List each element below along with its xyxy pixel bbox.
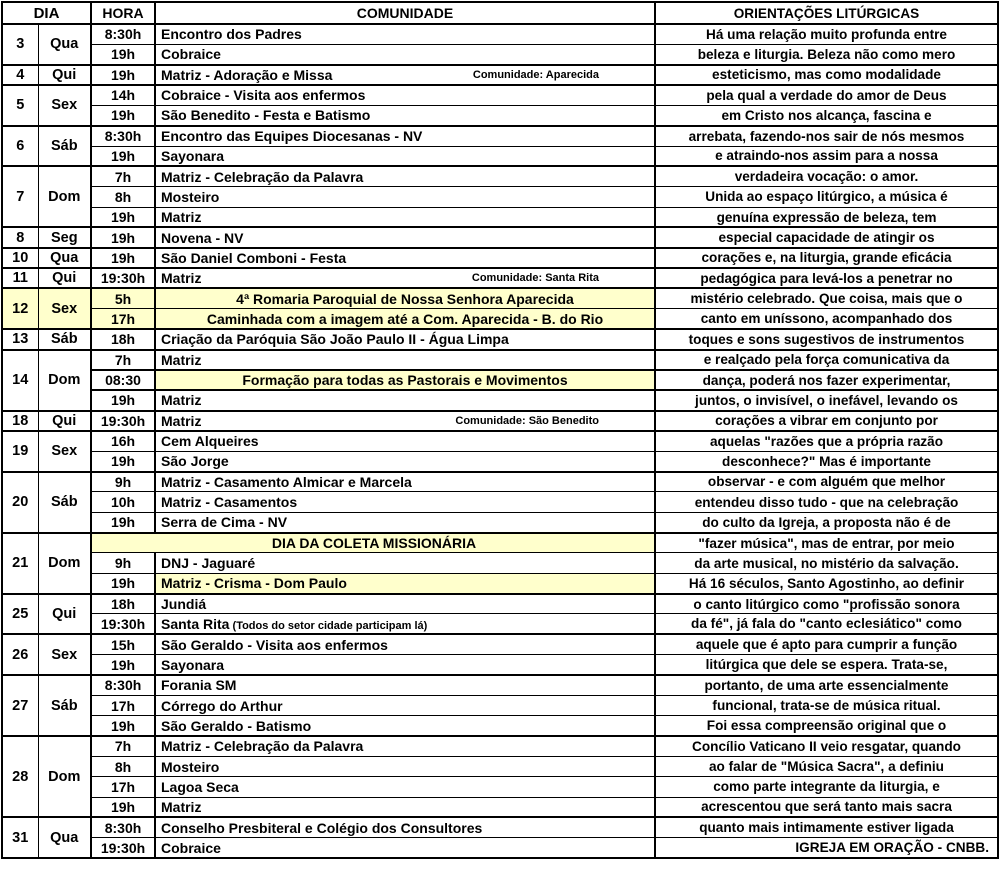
schedule-row	[2, 716, 998, 736]
time-cell: 19h	[91, 227, 155, 247]
time-cell: 19h	[91, 65, 155, 85]
time-cell: 15h	[91, 634, 155, 654]
orientation-cell: Foi essa compreensão original que o	[655, 716, 998, 736]
schedule-row	[2, 44, 998, 64]
community-label: Cobraice	[161, 46, 221, 63]
orientation-cell: em Cristo nos alcança, fascina e	[655, 105, 998, 125]
community-label: Serra de Cima - NV	[161, 514, 288, 531]
orientation-cell: observar - e com alguém que melhor	[655, 472, 998, 492]
day-number-cell: 3	[2, 24, 38, 65]
time-cell: 7h	[91, 736, 155, 756]
community-label: Córrego do Arthur	[161, 697, 283, 714]
schedule-row	[2, 65, 998, 85]
community-cell	[155, 44, 655, 64]
orientation-cell: da arte musical, no mistério da salvação.	[655, 553, 998, 573]
community-cell	[155, 716, 655, 736]
day-number-cell: 27	[2, 675, 38, 736]
community-label: Cobraice	[161, 839, 221, 856]
schedule-row	[2, 634, 998, 654]
orientation-cell: toques e sons sugestivos de instrumentos	[655, 329, 998, 349]
orientation-cell: mistério celebrado. Que coisa, mais que o	[655, 288, 998, 308]
community-cell	[155, 227, 655, 247]
orientation-cell: pedagógica para levá-los a penetrar no	[655, 268, 998, 288]
community-cell	[155, 207, 655, 227]
time-cell: 19:30h	[91, 268, 155, 288]
community-cell	[155, 390, 655, 410]
day-number-cell: 31	[2, 817, 38, 858]
time-cell: 19h	[91, 390, 155, 410]
community-cell	[155, 309, 655, 329]
orientation-cell: Há uma relação muito profunda entre	[655, 24, 998, 44]
weekday-cell: Qui	[38, 65, 91, 85]
schedule-row	[2, 207, 998, 227]
orientation-cell: ao falar de "Música Sacra", a definiu	[655, 756, 998, 776]
community-label: Matriz - Adoração e Missa	[161, 66, 333, 83]
weekday-cell: Sáb	[38, 126, 91, 167]
schedule-row	[2, 288, 998, 308]
time-cell: 19:30h	[91, 614, 155, 634]
weekday-cell: Sáb	[38, 329, 91, 349]
time-cell: 8h	[91, 756, 155, 776]
day-number-cell: 26	[2, 634, 38, 675]
community-cell	[155, 268, 655, 288]
orientation-cell: portanto, de uma arte essencialmente	[655, 675, 998, 695]
schedule-row	[2, 146, 998, 166]
schedule-row	[2, 350, 998, 370]
orientation-cell: como parte integrante da liturgia, e	[655, 777, 998, 797]
schedule-row	[2, 512, 998, 532]
weekday-cell: Seg	[38, 227, 91, 247]
community-cell	[155, 472, 655, 492]
header-hora: HORA	[91, 2, 155, 24]
orientation-cell: quanto mais intimamente estiver ligada	[655, 817, 998, 837]
schedule-row	[2, 797, 998, 817]
schedule-row	[2, 105, 998, 125]
orientation-cell: acrescentou que será tanto mais sacra	[655, 797, 998, 817]
schedule-row	[2, 817, 998, 837]
day-number-cell: 25	[2, 594, 38, 635]
community-label: Sayonara	[161, 147, 225, 164]
community-label: Matriz - Crisma - Dom Paulo	[161, 575, 347, 592]
community-cell	[155, 411, 655, 431]
time-cell: 8h	[91, 187, 155, 207]
time-cell: 19h	[91, 44, 155, 64]
weekday-cell: Qui	[38, 594, 91, 635]
schedule-row	[2, 24, 998, 44]
orientation-cell: entendeu disso tudo - que na celebração	[655, 492, 998, 512]
community-label: Lagoa Seca	[161, 778, 239, 795]
community-cell	[155, 126, 655, 146]
community-label: Formação para todas as Pastorais e Movimentos	[242, 372, 568, 389]
schedule-row	[2, 573, 998, 593]
orientation-cell: "fazer música", mas de entrar, por meio	[655, 533, 998, 553]
community-cell	[155, 24, 655, 44]
time-cell: 19:30h	[91, 411, 155, 431]
community-label: Cobraice - Visita aos enfermos	[161, 87, 366, 104]
community-note-label: Comunidade: Aparecida	[472, 68, 599, 81]
orientation-cell: litúrgica que dele se espera. Trata-se,	[655, 655, 998, 675]
header-comunidade: COMUNIDADE	[155, 2, 655, 24]
community-note-label: Comunidade: Santa Rita	[471, 272, 599, 285]
community-cell	[155, 451, 655, 471]
time-cell: 19h	[91, 797, 155, 817]
weekday-cell: Sex	[38, 288, 91, 329]
community-label: São Jorge	[161, 453, 229, 470]
community-cell	[155, 65, 655, 85]
orientation-cell: arrebata, fazendo-nos sair de nós mesmos	[655, 126, 998, 146]
day-number-cell: 10	[2, 248, 38, 268]
community-label: Caminhada com a imagem até a Com. Aparecida - B. do Rio	[206, 310, 604, 327]
community-cell	[155, 675, 655, 695]
time-cell: 17h	[91, 309, 155, 329]
community-cell	[155, 431, 655, 451]
community-cell	[155, 146, 655, 166]
orientation-cell: aquele que é apto para cumprir a função	[655, 634, 998, 654]
community-cell	[155, 85, 655, 105]
community-label: Matriz	[161, 209, 202, 226]
day-number-cell: 11	[2, 268, 38, 288]
community-span-cell: DIA DA COLETA MISSIONÁRIA	[91, 533, 655, 553]
community-cell	[155, 797, 655, 817]
orientation-cell: desconhece?" Mas é importante	[655, 451, 998, 471]
schedule-row	[2, 390, 998, 410]
community-cell	[155, 777, 655, 797]
time-cell: 19h	[91, 146, 155, 166]
community-label: Matriz	[161, 270, 202, 287]
schedule-row	[2, 695, 998, 715]
time-cell: 19h	[91, 248, 155, 268]
community-label: Mosteiro	[161, 188, 220, 205]
community-label: Matriz - Casamentos	[161, 494, 298, 511]
day-number-cell: 7	[2, 166, 38, 227]
day-number-cell: 21	[2, 533, 38, 594]
schedule-row	[2, 472, 998, 492]
schedule-row	[2, 248, 998, 268]
day-number-cell: 6	[2, 126, 38, 167]
community-label: Matriz - Celebração da Palavra	[161, 168, 364, 185]
community-label: Matriz	[161, 392, 202, 409]
community-cell	[155, 288, 655, 308]
community-cell	[155, 573, 655, 593]
schedule-row	[2, 777, 998, 797]
orientation-cell: juntos, o invisível, o inefável, levando os	[655, 390, 998, 410]
orientation-cell: e realçado pela força comunicativa da	[655, 350, 998, 370]
orientation-cell: especial capacidade de atingir os	[655, 227, 998, 247]
schedule-row	[2, 533, 998, 553]
community-cell	[155, 512, 655, 532]
schedule-row	[2, 675, 998, 695]
orientation-cell: Há 16 séculos, Santo Agostinho, ao definir	[655, 573, 998, 593]
time-cell: 17h	[91, 777, 155, 797]
weekday-cell: Dom	[38, 736, 91, 817]
weekday-cell: Dom	[38, 350, 91, 411]
schedule-row	[2, 268, 998, 288]
community-cell	[155, 838, 655, 858]
orientation-cell: pela qual a verdade do amor de Deus	[655, 85, 998, 105]
time-cell: 19h	[91, 573, 155, 593]
community-label: Matriz - Casamento Almicar e Marcela	[161, 473, 412, 490]
orientation-cell: Unida ao espaço litúrgico, a música é	[655, 187, 998, 207]
time-cell: 9h	[91, 553, 155, 573]
community-cell	[155, 817, 655, 837]
orientation-cell: aquelas "razões que a própria razão	[655, 431, 998, 451]
schedule-row	[2, 411, 998, 431]
time-cell: 5h	[91, 288, 155, 308]
orientation-cell: verdadeira vocação: o amor.	[655, 166, 998, 186]
community-label: São Benedito - Festa e Batismo	[161, 107, 371, 124]
community-label: Matriz	[161, 798, 202, 815]
day-number-cell: 20	[2, 472, 38, 533]
orientation-cell: funcional, trata-se de música ritual.	[655, 695, 998, 715]
community-label: São Geraldo - Visita aos enfermos	[161, 636, 388, 653]
community-cell	[155, 736, 655, 756]
schedule-row	[2, 614, 998, 634]
community-label: DNJ - Jaguaré	[161, 555, 256, 572]
community-label: Cem Alqueires	[161, 433, 259, 450]
community-cell	[155, 614, 655, 634]
orientation-cell: dança, poderá nos fazer experimentar,	[655, 370, 998, 390]
community-label: Matriz	[161, 412, 202, 429]
time-cell: 19h	[91, 512, 155, 532]
weekday-cell: Sex	[38, 431, 91, 472]
community-label: Sayonara	[161, 656, 225, 673]
orientation-cell: beleza e liturgia. Beleza não como mero	[655, 44, 998, 64]
time-cell: 19h	[91, 655, 155, 675]
community-label: Criação da Paróquia São João Paulo II - Água Limpa	[161, 331, 509, 348]
day-number-cell: 13	[2, 329, 38, 349]
day-number-cell: 19	[2, 431, 38, 472]
time-cell: 19h	[91, 451, 155, 471]
weekday-cell: Qua	[38, 248, 91, 268]
time-cell: 8:30h	[91, 24, 155, 44]
community-cell	[155, 553, 655, 573]
community-label: Mosteiro	[161, 758, 220, 775]
weekday-cell: Sáb	[38, 675, 91, 736]
schedule-row	[2, 85, 998, 105]
community-label: Matriz - Celebração da Palavra	[161, 738, 364, 755]
orientation-cell: e atraindo-nos assim para a nossa	[655, 146, 998, 166]
day-number-cell: 4	[2, 65, 38, 85]
day-number-cell: 8	[2, 227, 38, 247]
community-cell	[155, 756, 655, 776]
schedule-row	[2, 187, 998, 207]
orientation-cell: esteticismo, mas como modalidade	[655, 65, 998, 85]
liturgical-schedule-table	[1, 1, 999, 859]
community-cell	[155, 248, 655, 268]
weekday-cell: Qui	[38, 268, 91, 288]
community-label: 4ª Romaria Paroquial de Nossa Senhora Aparecida	[236, 290, 574, 307]
community-label: São Daniel Comboni - Festa	[161, 249, 347, 266]
day-number-cell: 14	[2, 350, 38, 411]
community-label: Encontro dos Padres	[161, 26, 302, 43]
orientation-cell: o canto litúrgico como "profissão sonora	[655, 594, 998, 614]
community-cell	[155, 634, 655, 654]
weekday-cell: Qua	[38, 817, 91, 858]
time-cell: 14h	[91, 85, 155, 105]
schedule-row	[2, 309, 998, 329]
orientation-cell: IGREJA EM ORAÇÃO - CNBB.	[655, 838, 998, 858]
community-label: Jundiá	[161, 596, 207, 613]
weekday-cell: Sex	[38, 85, 91, 126]
day-number-cell: 12	[2, 288, 38, 329]
weekday-cell: Sex	[38, 634, 91, 675]
schedule-row	[2, 329, 998, 349]
schedule-row	[2, 370, 998, 390]
community-label: São Geraldo - Batismo	[161, 717, 312, 734]
time-cell: 19h	[91, 716, 155, 736]
orientation-cell: corações a vibrar em conjunto por	[655, 411, 998, 431]
schedule-row	[2, 126, 998, 146]
time-cell: 19:30h	[91, 838, 155, 858]
time-cell: 7h	[91, 350, 155, 370]
weekday-cell: Sáb	[38, 472, 91, 533]
community-cell	[155, 350, 655, 370]
schedule-row	[2, 553, 998, 573]
community-cell	[155, 695, 655, 715]
community-label: Santa Rita	[161, 615, 230, 632]
community-cell	[155, 370, 655, 390]
time-cell: 8:30h	[91, 675, 155, 695]
community-label: Forania SM	[161, 677, 237, 694]
header-row	[2, 2, 998, 24]
time-cell: 18h	[91, 329, 155, 349]
schedule-row	[2, 736, 998, 756]
schedule-row	[2, 227, 998, 247]
time-cell: 7h	[91, 166, 155, 186]
time-cell: 8:30h	[91, 817, 155, 837]
header-dia: DIA	[2, 2, 91, 24]
community-cell	[155, 594, 655, 614]
time-cell: 17h	[91, 695, 155, 715]
schedule-row	[2, 655, 998, 675]
orientation-cell: corações e, na liturgia, grande eficácia	[655, 248, 998, 268]
weekday-cell: Dom	[38, 166, 91, 227]
time-cell: 8:30h	[91, 126, 155, 146]
schedule-row	[2, 492, 998, 512]
schedule-row	[2, 166, 998, 186]
time-cell: 19h	[91, 207, 155, 227]
schedule-row	[2, 431, 998, 451]
community-label: Novena - NV	[161, 229, 244, 246]
orientation-cell: canto em uníssono, acompanhado dos	[655, 309, 998, 329]
orientation-cell: da fé", já fala do "canto eclesiático" como	[655, 614, 998, 634]
community-cell	[155, 166, 655, 186]
community-cell	[155, 105, 655, 125]
time-cell: 19h	[91, 105, 155, 125]
schedule-row	[2, 451, 998, 471]
day-number-cell: 28	[2, 736, 38, 817]
day-number-cell: 18	[2, 411, 38, 431]
community-small-label: (Todos do setor cidade participam lá)	[229, 619, 428, 632]
orientation-cell: do culto da Igreja, a proposta não é de	[655, 512, 998, 532]
schedule-row	[2, 594, 998, 614]
time-cell: 16h	[91, 431, 155, 451]
schedule-row	[2, 756, 998, 776]
community-label: Conselho Presbiteral e Colégio dos Consultores	[161, 819, 483, 836]
community-cell	[155, 187, 655, 207]
weekday-cell: Dom	[38, 533, 91, 594]
community-note-label: Comunidade: São Benedito	[455, 414, 599, 427]
community-cell	[155, 655, 655, 675]
community-cell	[155, 492, 655, 512]
time-cell: 9h	[91, 472, 155, 492]
day-number-cell: 5	[2, 85, 38, 126]
weekday-cell: Qui	[38, 411, 91, 431]
community-cell	[155, 329, 655, 349]
community-label: Matriz	[161, 351, 202, 368]
time-cell: 18h	[91, 594, 155, 614]
time-cell: 08:30	[91, 370, 155, 390]
community-label: Encontro das Equipes Diocesanas - NV	[161, 128, 423, 145]
orientation-cell: Concílio Vaticano II veio resgatar, quando	[655, 736, 998, 756]
weekday-cell: Qua	[38, 24, 91, 65]
header-orientacoes: ORIENTAÇÕES LITÚRGICAS	[655, 2, 998, 24]
time-cell: 10h	[91, 492, 155, 512]
orientation-cell: genuína expressão de beleza, tem	[655, 207, 998, 227]
schedule-row	[2, 838, 998, 858]
